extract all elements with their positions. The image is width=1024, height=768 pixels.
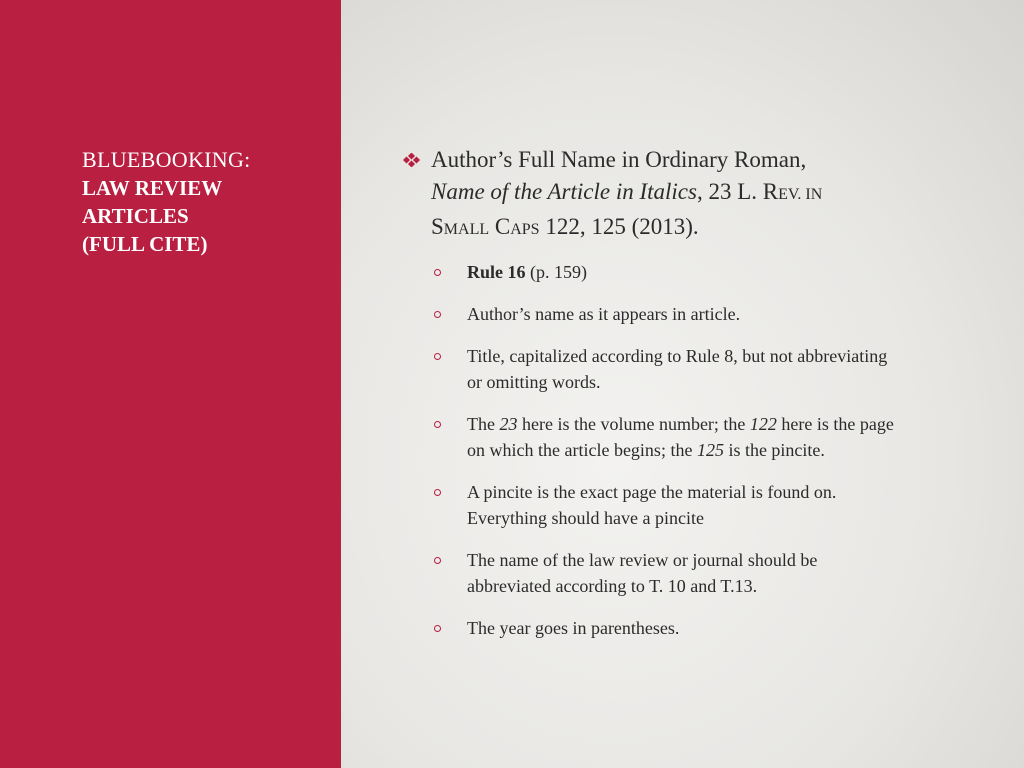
citation-pages: 122, 125 (2013).	[539, 214, 699, 239]
list-item	[433, 615, 903, 641]
title-line-3: ARTICLES	[82, 204, 189, 228]
circle-bullet-icon	[434, 311, 441, 318]
citation-text	[403, 144, 873, 246]
list-item-text: Author’s name as it appears in article.	[467, 304, 741, 324]
title-line-1: BLUEBOOKING:	[82, 147, 251, 172]
page-number: 122	[749, 414, 777, 434]
circle-bullet-icon	[434, 421, 441, 428]
circle-bullet-icon	[434, 353, 441, 360]
citation-smallcaps-ev: EV.	[778, 186, 802, 203]
rule-label: Rule 16	[467, 262, 526, 282]
pincite-number: 125	[696, 440, 724, 460]
citation-volume: , 23 L. R	[696, 179, 779, 204]
circle-bullet-icon	[434, 269, 441, 276]
citation-smallcaps-aps: APS	[510, 221, 540, 238]
explanation-list	[433, 256, 903, 641]
volume-number: 23	[499, 414, 518, 434]
citation-article-title: Name of the Article in Italics	[431, 179, 697, 204]
list-item	[433, 301, 903, 327]
title-line-2: LAW REVIEW	[82, 176, 223, 200]
citation-smallcaps-in: IN	[801, 186, 823, 203]
list-item	[433, 547, 903, 599]
circle-bullet-icon	[434, 625, 441, 632]
rule-page: (p. 159)	[525, 262, 587, 282]
citation-s: S	[431, 214, 444, 239]
list-item	[433, 479, 903, 531]
list-item: The 23 here is the volume number; the 122 here is the page on which the article begins; the 125 is the pincite.	[433, 411, 903, 463]
list-item-text: Title, capitalized according to Rule 8, but not abbreviating or omitting words.	[467, 346, 888, 392]
citation-author: Author’s Full Name in Ordinary Roman,	[431, 147, 807, 172]
list-item	[433, 343, 903, 395]
citation-smallcaps-mall: MALL	[443, 221, 490, 238]
circle-bullet-icon	[434, 557, 441, 564]
title-panel	[0, 0, 341, 768]
slide-title	[82, 146, 322, 258]
title-line-4: (FULL CITE)	[82, 232, 208, 256]
circle-bullet-icon	[434, 489, 441, 496]
citation-c: C	[489, 214, 511, 239]
list-item-text: A pincite is the exact page the material is found on. Everything should have a pincite	[467, 482, 837, 528]
list-item-text: The name of the law review or journal should be abbreviated according to T. 10 and T.13.	[467, 550, 818, 596]
diamond-bullet-icon	[403, 153, 421, 167]
citation-example	[403, 144, 873, 246]
list-item-text: The year goes in parentheses.	[467, 618, 680, 638]
list-item	[433, 259, 903, 285]
